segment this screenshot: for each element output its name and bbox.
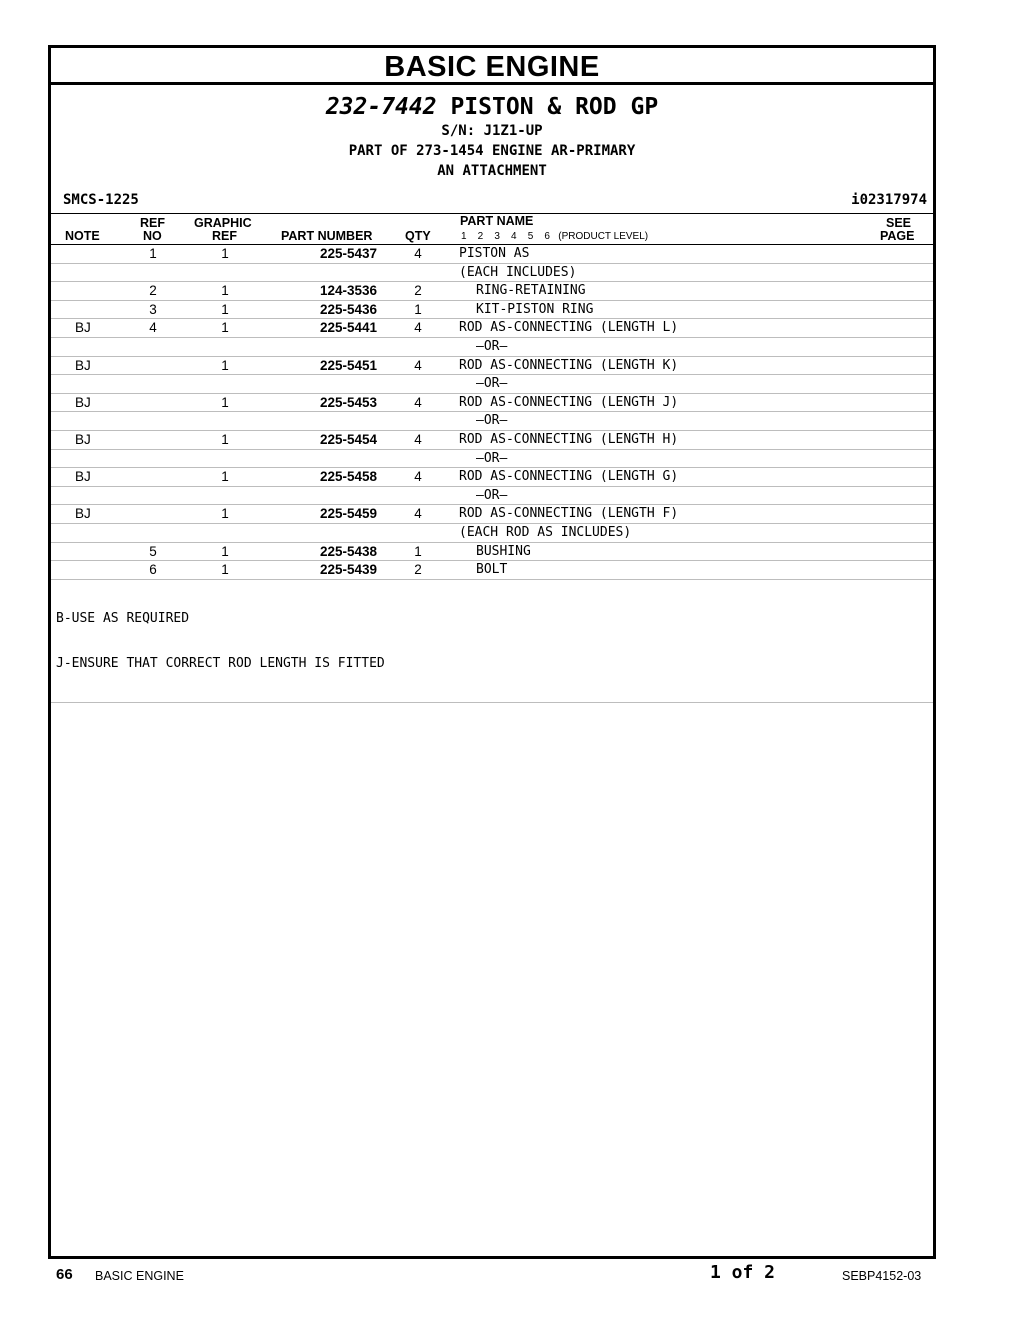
graphic-ref-cell: 1 bbox=[221, 431, 229, 447]
part-number-cell: 225-5458 bbox=[319, 469, 377, 485]
header-product-levels: 1 2 3 4 5 6 (PRODUCT LEVEL) bbox=[461, 231, 649, 242]
page-footer bbox=[0, 1262, 1020, 1292]
note-cell: BJ bbox=[75, 506, 91, 522]
header-graphic-top: GRAPHIC bbox=[194, 216, 252, 230]
qty-cell: 2 bbox=[414, 283, 422, 299]
qty-cell: 1 bbox=[414, 301, 422, 317]
graphic-ref-cell: 1 bbox=[221, 543, 229, 559]
qty-cell: 4 bbox=[414, 506, 422, 522]
serial-range: S/N: J1Z1-UP bbox=[441, 123, 543, 139]
note-b: B-USE AS REQUIRED bbox=[56, 610, 190, 626]
part-name-cell: ROD AS-CONNECTING (LENGTH F) bbox=[459, 506, 679, 522]
ref-no-cell: 2 bbox=[149, 283, 157, 299]
part-name-cell: —OR— bbox=[476, 338, 508, 354]
parts-list bbox=[51, 245, 933, 580]
part-number-cell: 225-5441 bbox=[319, 320, 377, 336]
part-name-cell: BOLT bbox=[476, 562, 508, 578]
part-name-cell: ROD AS-CONNECTING (LENGTH L) bbox=[459, 320, 679, 336]
part-number-cell: 225-5438 bbox=[319, 543, 377, 559]
part-name-cell: (EACH ROD AS INCLUDES) bbox=[459, 524, 632, 540]
footer-page-number: 66 bbox=[56, 1266, 73, 1283]
part-name-cell: ROD AS-CONNECTING (LENGTH J) bbox=[459, 394, 679, 410]
qty-cell: 4 bbox=[414, 431, 422, 447]
note-cell: BJ bbox=[75, 431, 91, 447]
part-name-cell: —OR— bbox=[476, 413, 508, 429]
group-part-number: 232-7442 bbox=[325, 94, 437, 120]
header-part-name: PART NAME bbox=[460, 214, 534, 228]
part-number-cell: 124-3536 bbox=[319, 283, 377, 299]
part-number-cell: 225-5451 bbox=[319, 357, 377, 373]
table-row bbox=[51, 543, 933, 562]
ref-no-cell: 4 bbox=[149, 320, 157, 336]
note-cell: BJ bbox=[75, 469, 91, 485]
header-qty: QTY bbox=[405, 229, 431, 243]
qty-cell: 4 bbox=[414, 394, 422, 410]
table-row bbox=[51, 394, 933, 413]
graphic-ref-cell: 1 bbox=[221, 320, 229, 336]
graphic-ref-cell: 1 bbox=[221, 246, 229, 261]
ref-no-cell: 6 bbox=[149, 562, 157, 578]
graphic-ref-cell: 1 bbox=[221, 394, 229, 410]
table-row bbox=[51, 412, 933, 431]
ref-no-cell: 1 bbox=[149, 246, 157, 261]
graphic-ref-cell: 1 bbox=[221, 506, 229, 522]
qty-cell: 1 bbox=[414, 543, 422, 559]
part-number-cell: 225-5437 bbox=[319, 246, 377, 261]
part-number-cell: 225-5454 bbox=[319, 431, 377, 447]
ref-no-cell: 3 bbox=[149, 301, 157, 317]
part-name-cell: ROD AS-CONNECTING (LENGTH G) bbox=[459, 469, 679, 485]
part-number-cell: 225-5453 bbox=[319, 394, 377, 410]
qty-cell: 4 bbox=[414, 469, 422, 485]
graphic-ref-cell: 1 bbox=[221, 283, 229, 299]
note-cell: BJ bbox=[75, 357, 91, 373]
smcs-code: SMCS-1225 bbox=[63, 192, 139, 208]
table-row bbox=[51, 468, 933, 487]
part-of-line: PART OF 273-1454 ENGINE AR-PRIMARY bbox=[348, 143, 636, 159]
graphic-ref-cell: 1 bbox=[221, 469, 229, 485]
table-row bbox=[51, 319, 933, 338]
part-name-cell: ROD AS-CONNECTING (LENGTH K) bbox=[459, 357, 679, 373]
attachment-line: AN ATTACHMENT bbox=[437, 163, 547, 179]
footer-publication: SEBP4152-03 bbox=[842, 1269, 922, 1283]
part-name-cell: BUSHING bbox=[476, 543, 531, 559]
table-row bbox=[51, 561, 933, 580]
part-number-cell: 225-5436 bbox=[319, 301, 377, 317]
graphic-ref-cell: 1 bbox=[221, 301, 229, 317]
footer-section: BASIC ENGINE bbox=[95, 1269, 184, 1283]
table-row bbox=[51, 431, 933, 450]
table-row bbox=[51, 245, 933, 264]
qty-cell: 2 bbox=[414, 562, 422, 578]
header-see-bottom: PAGE bbox=[880, 229, 915, 243]
part-name-cell: RING-RETAINING bbox=[476, 283, 586, 299]
qty-cell: 4 bbox=[414, 320, 422, 336]
header-part-number: PART NUMBER bbox=[281, 229, 373, 243]
table-row bbox=[51, 264, 933, 283]
qty-cell: 4 bbox=[414, 357, 422, 373]
table-header bbox=[51, 213, 933, 245]
part-number-cell: 225-5459 bbox=[319, 506, 377, 522]
table-row bbox=[51, 487, 933, 506]
table-row bbox=[51, 338, 933, 357]
table-row bbox=[51, 301, 933, 320]
parts-page-frame bbox=[48, 45, 936, 1259]
note-cell: BJ bbox=[75, 320, 91, 336]
footer-sheet: 1 of 2 bbox=[710, 1262, 776, 1283]
table-row bbox=[51, 450, 933, 469]
header-graphic-bottom: REF bbox=[212, 229, 237, 243]
table-row bbox=[51, 375, 933, 394]
header-see-top: SEE bbox=[886, 216, 912, 230]
table-row bbox=[51, 282, 933, 301]
part-name-cell: —OR— bbox=[476, 487, 508, 503]
part-name-cell: PISTON AS bbox=[459, 246, 530, 261]
illustration-id: i02317974 bbox=[851, 192, 927, 208]
qty-cell: 4 bbox=[414, 246, 422, 261]
part-number-cell: 225-5439 bbox=[319, 562, 377, 578]
header-ref-bottom: NO bbox=[143, 229, 162, 243]
group-name: PISTON & ROD GP bbox=[450, 94, 659, 120]
smcs-row bbox=[51, 187, 933, 213]
note-j: J-ENSURE THAT CORRECT ROD LENGTH IS FITTED bbox=[56, 655, 385, 671]
notes-block bbox=[51, 580, 933, 703]
part-name-cell: ROD AS-CONNECTING (LENGTH H) bbox=[459, 431, 679, 447]
part-name-cell: —OR— bbox=[476, 376, 508, 392]
table-row bbox=[51, 505, 933, 524]
part-name-cell: KIT-PISTON RING bbox=[476, 301, 594, 317]
header-note: NOTE bbox=[65, 229, 100, 243]
header-ref-top: REF bbox=[140, 216, 165, 230]
table-row bbox=[51, 357, 933, 376]
note-cell: BJ bbox=[75, 394, 91, 410]
graphic-ref-cell: 1 bbox=[221, 562, 229, 578]
table-row bbox=[51, 524, 933, 543]
part-name-cell: —OR— bbox=[476, 450, 508, 466]
part-name-cell: (EACH INCLUDES) bbox=[459, 264, 577, 280]
ref-no-cell: 5 bbox=[149, 543, 157, 559]
graphic-ref-cell: 1 bbox=[221, 357, 229, 373]
section-title: BASIC ENGINE bbox=[51, 48, 933, 85]
group-title bbox=[51, 93, 933, 121]
